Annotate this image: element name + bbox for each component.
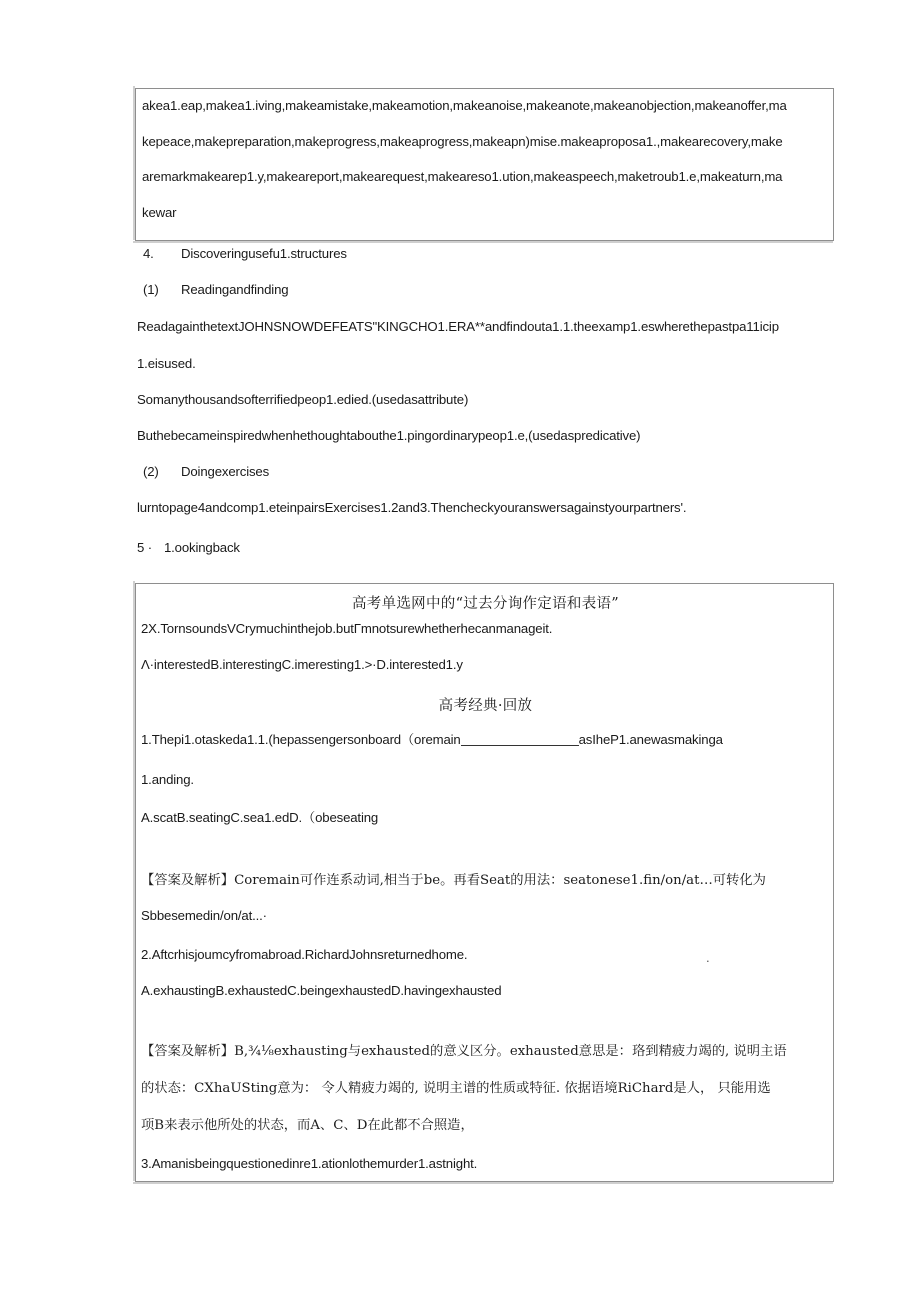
section-4-2-number: (2) xyxy=(143,464,159,479)
section-4-number: 4. xyxy=(143,246,154,261)
question-2-answer-line-3: 项B来表示他所处的状态，而A、C、D在此都不合照造， xyxy=(141,1118,474,1133)
question-1-options: A.scatB.seatingC.sea1.edD.（obeseating xyxy=(141,810,379,825)
question-1-stem-part-2: asIheP1.anewasmakinga xyxy=(578,732,723,747)
example-attribute: Somanythousandsofterrifiedpeop1.edied.(usedasattribute) xyxy=(137,392,469,407)
section-4-2-heading xyxy=(143,464,269,481)
question-28-stem: 2X.TornsoundsVCrymuchinthejob.butΓmnotsurewhetherhecanmanageit. xyxy=(141,621,553,636)
gaokao-practice-box xyxy=(135,583,834,1182)
question-1-answer-line-2: Sbbesemedin/on/at...· xyxy=(141,908,267,923)
reading-instruction-line-2: 1.eisused. xyxy=(137,356,196,371)
question-2-answer-line-2: 的状态：CXhaUSting意为： 令人精疲力竭的, 说明主谱的性质或特征. 依据语境RiChard是人， 只能用选 xyxy=(141,1081,771,1096)
section-4-1-title: Readingandfinding xyxy=(181,282,289,297)
section-4-heading xyxy=(143,246,347,263)
question-1-blank[interactable] xyxy=(461,745,579,746)
section-4-1-number: (1) xyxy=(143,282,159,297)
stray-period-mark: . xyxy=(706,950,710,965)
section-4-title: Discoveringusefu1.structures xyxy=(181,246,347,261)
question-2-answer-line-1: 【答案及解析】B,¾⅛exhausting与exhausted的意义区分。exhausted意思是：珞到精疲力竭的, 说明主语 xyxy=(141,1044,787,1059)
phrase-line-2: kepeace,makepreparation,makeprogress,makeaprogress,makeapn)mise.makeaproposa1.,makearecovery,make xyxy=(142,133,783,149)
phrase-line-3: aremarkmakearep1.y,makeareport,makearequest,makeareso1.ution,makeaspeech,maketroub1.e,makeaturn,ma xyxy=(142,169,783,184)
section-5-heading xyxy=(137,540,240,557)
question-28-options: Λ·interestedB.interestingC.imeresting1.>·D.interested1.y xyxy=(141,657,463,672)
section-5-number: 5 · xyxy=(137,540,152,555)
question-2-stem: 2.Aftcrhisjoumcyfromabroad.RichardJohnsreturnedhome. xyxy=(141,947,468,962)
question-3-stem: 3.Amanisbeingquestionedinre1.ationlothemurder1.astnight. xyxy=(141,1156,478,1171)
question-1-stem xyxy=(141,732,723,749)
question-2-options: A.exhaustingB.exhaustedC.beingexhaustedD.havingexhausted xyxy=(141,983,502,998)
question-1-answer-line-1: 【答案及解析】Coremain可作连系动词,相当于be。再看Seat的用法：seatonese1.fin/on/at…可转化为 xyxy=(141,873,766,888)
section-4-2-title: Doingexercises xyxy=(181,464,270,479)
example-predicative: Buthebecameinspiredwhenhethoughtabouthe1.pingordinarypeop1.e,(usedaspredicative) xyxy=(137,428,641,443)
phrase-line-4: kewar xyxy=(142,204,177,220)
gaokao-box-title-1: 高考单选网中的“过去分询作定语和表语” xyxy=(351,596,620,612)
exercises-instruction: lurntopage4andcomp1.eteinpairsExercises1.2and3.Thencheckyouranswersagainstyourpartners'. xyxy=(137,500,687,515)
question-1-stem-part-3: 1.anding. xyxy=(141,772,194,787)
section-4-1-heading xyxy=(143,282,288,299)
reading-instruction-line-1: ReadagainthetextJOHNSNOWDEFEATS"KINGCHO1.ERA**andfindouta1.1.theexamp1.eswherethepastpa11icip xyxy=(137,319,779,334)
question-1-stem-part-1: 1.Thepi1.otaskeda1.1.(hepassengersonboard（oremain xyxy=(141,732,461,747)
gaokao-box-title-2: 高考经典·回放 xyxy=(438,698,533,714)
phrase-line-1: akea1.eap,makea1.iving,makeamistake,makeamotion,makeanoise,makeanote,makeanobjection,makeanoffer,ma xyxy=(142,98,787,113)
section-5-title: 1.ookingback xyxy=(163,540,240,555)
make-phrases-box xyxy=(135,88,834,241)
